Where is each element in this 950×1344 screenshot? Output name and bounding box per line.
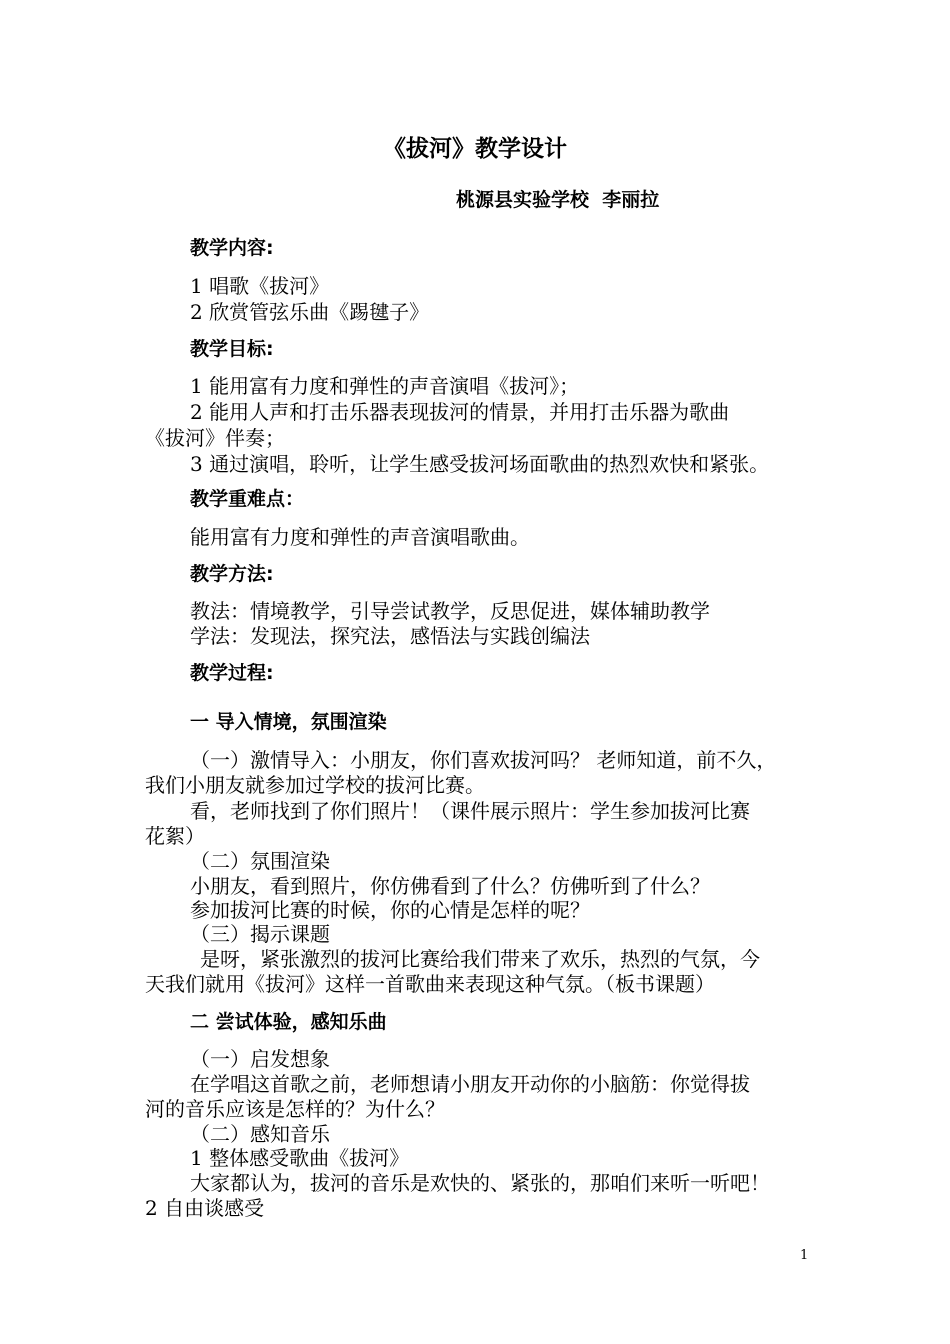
part1-line-10: 天我们就用《拔河》这样一首歌曲来表现这种气氛。（板书课题）: [145, 972, 715, 996]
part2-line-7: 2 自由谈感受: [145, 1196, 265, 1220]
key-points-line-1: 能用富有力度和弹性的声音演唱歌曲。: [190, 525, 530, 549]
part1-line-1: （一）激情导入：小朋友，你们喜欢拔河吗？ 老师知道，前不久，: [190, 748, 777, 772]
section-heading-goals: 教学目标:: [190, 338, 274, 360]
part2-line-4: （二）感知音乐: [190, 1122, 330, 1146]
part2-line-6: 大家都认为，拔河的音乐是欢快的、紧张的，那咱们来听一听吧！: [190, 1171, 770, 1195]
goals-line-4: 3 通过演唱，聆听，让学生感受拔河场面歌曲的热烈欢快和紧张。: [190, 452, 770, 476]
part1-line-5: （二）氛围渲染: [190, 849, 330, 873]
part2-line-5: 1 整体感受歌曲《拔河》: [190, 1146, 410, 1170]
part2-line-3: 河的音乐应该是怎样的？为什么？: [145, 1097, 445, 1121]
goals-line-1: 1 能用富有力度和弹性的声音演唱《拔河》；: [190, 374, 580, 398]
goals-line-3: 《拔河》伴奏；: [145, 426, 285, 450]
page-number: 1: [800, 1248, 809, 1263]
part2-line-2: 在学唱这首歌之前，老师想请小朋友开动你的小脑筋：你觉得拔: [190, 1072, 750, 1096]
content-line-1: 1 唱歌《拔河》: [190, 274, 330, 298]
part1-line-7: 参加拔河比赛的时候，你的心情是怎样的呢？: [190, 898, 590, 922]
section-heading-key-points: 教学重难点：: [190, 488, 305, 510]
methods-line-2: 学法：发现法，探究法，感悟法与实践创编法: [190, 624, 590, 648]
part1-heading: 一 导入情境，氛围渲染: [190, 711, 387, 733]
section-heading-methods: 教学方法:: [190, 563, 274, 585]
part2-line-1: （一）启发想象: [190, 1047, 330, 1071]
document-title: 《拔河》教学设计: [383, 136, 567, 162]
part1-line-4: 花絮）: [145, 824, 205, 848]
part1-line-8: （三）揭示课题: [190, 922, 330, 946]
methods-line-1: 教法：情境教学，引导尝试教学，反思促进，媒体辅助教学: [190, 599, 710, 623]
goals-line-2: 2 能用人声和打击乐器表现拔河的情景，并用打击乐器为歌曲: [190, 400, 730, 424]
part1-line-3: 看，老师找到了你们照片！（课件展示照片：学生参加拔河比赛: [190, 799, 750, 823]
part2-heading: 二 尝试体验，感知乐曲: [190, 1011, 387, 1033]
part1-line-6: 小朋友，看到照片，你仿佛看到了什么？仿佛听到了什么？: [190, 874, 710, 898]
section-heading-content: 教学内容:: [190, 237, 274, 259]
author-line: 桃源县实验学校 李丽拉: [456, 189, 660, 211]
part1-line-2: 我们小朋友就参加过学校的拔河比赛。: [145, 773, 485, 797]
part1-line-9: 是呀，紧张激烈的拔河比赛给我们带来了欢乐，热烈的气氛，今: [200, 947, 760, 971]
content-line-2: 2 欣赏管弦乐曲《踢毽子》: [190, 300, 430, 324]
section-heading-process: 教学过程:: [190, 662, 274, 684]
